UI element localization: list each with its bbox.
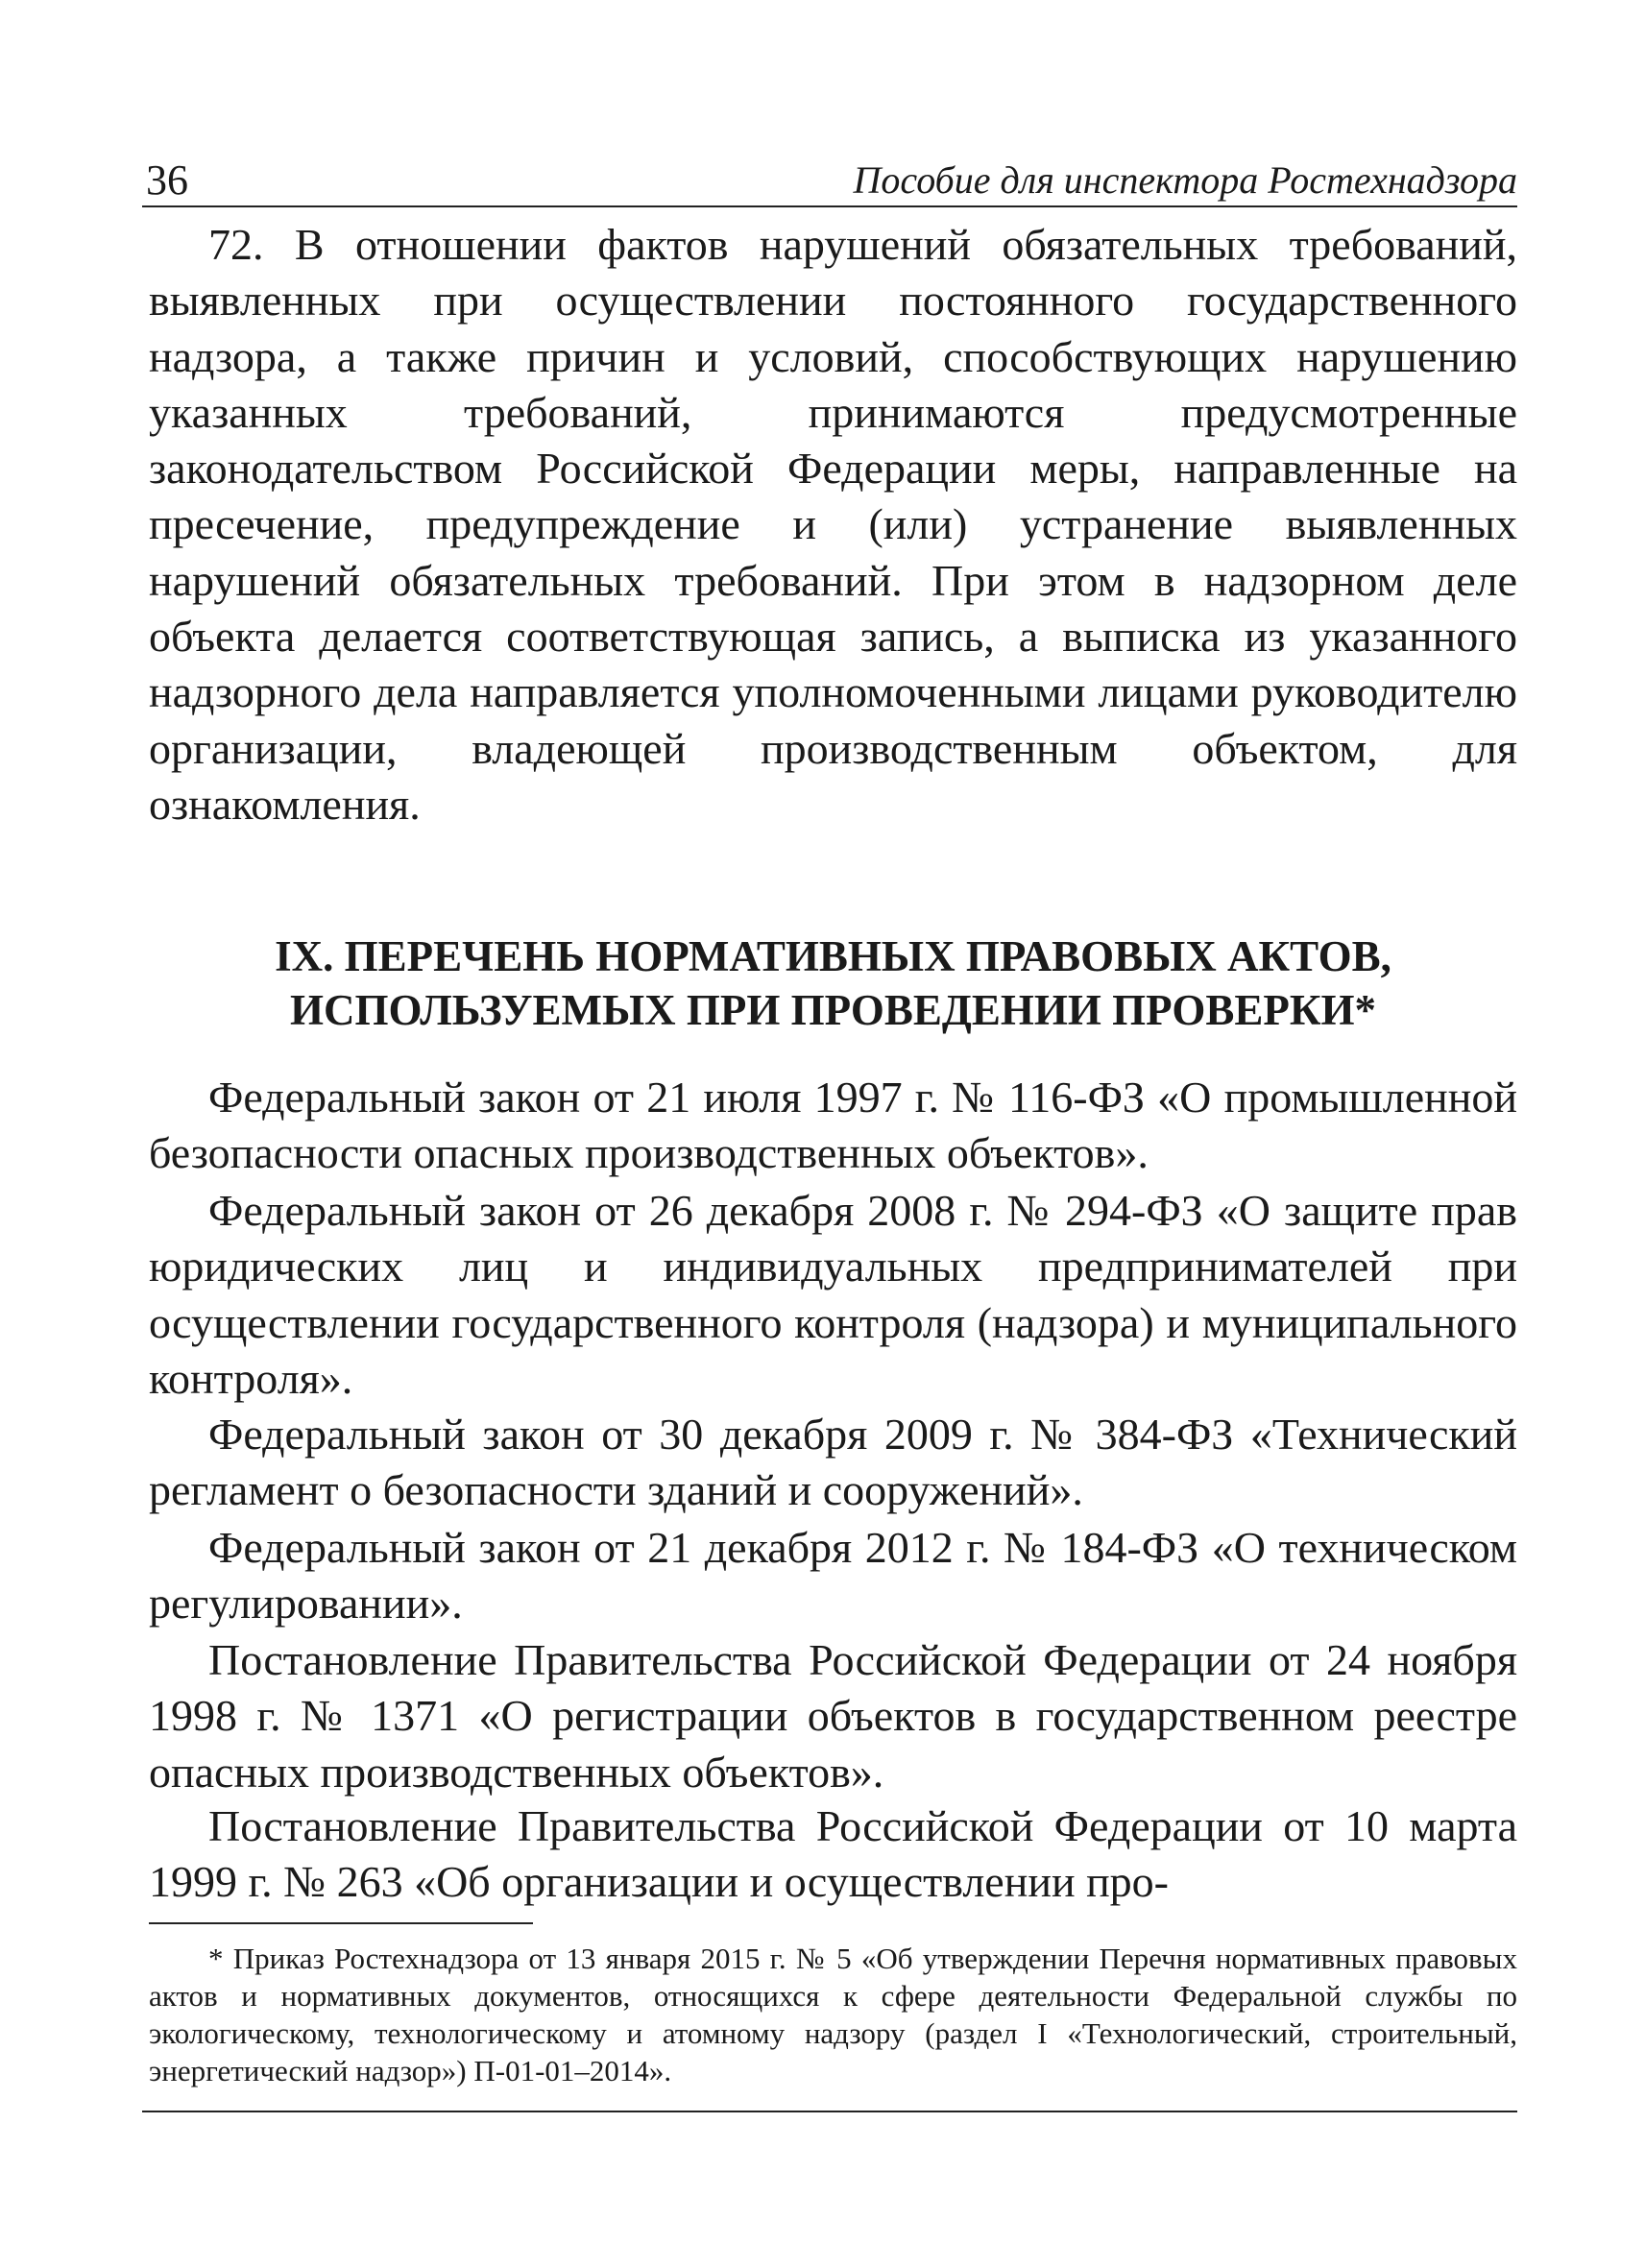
act-item: Федеральный закон от 21 июля 1997 г. № 116-ФЗ «О промышленной безопасности опасных производственных объектов». bbox=[149, 1073, 1517, 1178]
section-heading-line-2: ИСПОЛЬЗУЕМЫХ ПРИ ПРОВЕДЕНИИ ПРОВЕРКИ* bbox=[289, 986, 1377, 1034]
section-heading bbox=[149, 929, 1517, 1037]
section-heading-line-1: IX. ПЕРЕЧЕНЬ НОРМАТИВНЫХ ПРАВОВЫХ АКТОВ, bbox=[275, 932, 1391, 980]
footnote-divider bbox=[149, 1922, 533, 1924]
bottom-divider bbox=[142, 2111, 1517, 2112]
act-item: Федеральный закон от 30 декабря 2009 г. № 384-ФЗ «Технический регламент о безопасности зданий и сооружений». bbox=[149, 1410, 1517, 1515]
page-number: 36 bbox=[146, 157, 188, 204]
act-item: Постановление Правительства Российской Федерации от 10 марта 1999 г. № 263 «Об организации и осуществлении про- bbox=[149, 1801, 1517, 1907]
footnote: * Приказ Ростехнадзора от 13 января 2015 г. № 5 «Об утверждении Перечня нормативных правовых актов и нормативных документов, относящихся к сфере деятельности Федеральной службы по экологическому, технологическому и атомному надзору (раздел I «Технологический, строительный, энергетический надзор») П-01-01–2014». bbox=[149, 1942, 1517, 2087]
running-title: Пособие для инспектора Ростехнадзора bbox=[853, 158, 1517, 202]
act-item: Федеральный закон от 26 декабря 2008 г. № 294-ФЗ «О защите прав юридических лиц и индивидуальных предпринимателей при осуществлении государственного контроля (надзора) и муниципального контроля». bbox=[149, 1186, 1517, 1403]
act-item: Постановление Правительства Российской Федерации от 24 ноября 1998 г. № 1371 «О регистрации объектов в государственном реестре опасных производственных объектов». bbox=[149, 1635, 1517, 1797]
act-item: Федеральный закон от 21 декабря 2012 г. № 184-ФЗ «О техническом регулировании». bbox=[149, 1523, 1517, 1629]
page-header bbox=[142, 152, 1517, 207]
paragraph-72: 72. В отношении фактов нарушений обязательных требований, выявленных при осуществлении постоянного государственного надзора, а также причин и условий, способствующих нарушению указанных требований, принимаются предусмотренные законодательством Российской Федерации меры, направленные на пресечение, предупреждение и (или) устранение выявленных нарушений обязательных требований. При этом в надзорном деле объекта делается соответствующая запись, а выписка из указанного надзорного дела направляется уполномоченными лицами руководителю организации, владеющей производственным объектом, для ознакомления. bbox=[149, 220, 1517, 829]
